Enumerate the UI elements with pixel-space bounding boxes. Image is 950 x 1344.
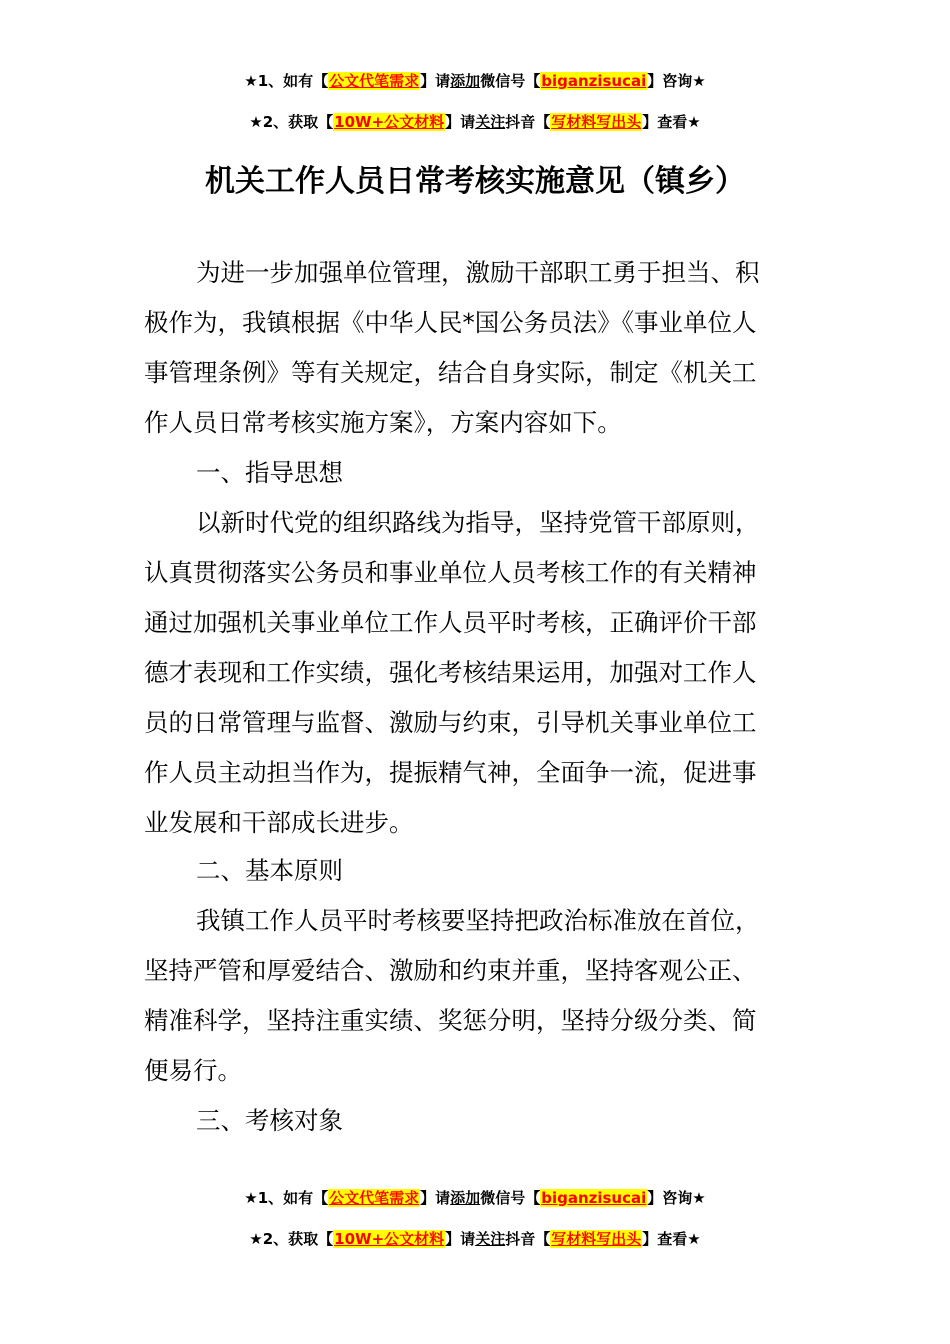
highlight-materials: 10W+公文材料 (334, 113, 445, 131)
star-icon: ★ (249, 113, 263, 131)
highlight-wechat-id: biganzisucai (541, 1189, 647, 1207)
highlight-douyin: 写材料写出头 (551, 113, 642, 131)
highlight-service: 公文代笔需求 (329, 1189, 420, 1207)
paragraph-line: 便易行。 (144, 1056, 242, 1085)
paragraph-line: 事管理条例》等有关规定，结合自身实际，制定《机关工 (144, 358, 757, 387)
document-title: 机关工作人员日常考核实施意见（镇乡） (205, 164, 745, 199)
paragraph-line: 业发展和干部成长进步。 (144, 808, 414, 837)
paragraph-line: 坚持严管和厚爱结合、激励和约束并重，坚持客观公正、 (144, 956, 757, 985)
paragraph-line: 认真贯彻落实公务员和事业单位人员考核工作的有关精神 (144, 558, 757, 587)
paragraph-line: 德才表现和工作实绩，强化考核结果运用，加强对工作人 (144, 658, 757, 687)
highlight-materials: 10W+公文材料 (334, 1230, 445, 1248)
star-icon: ★ (687, 1230, 701, 1248)
paragraph-line: 以新时代党的组织路线为指导，坚持党管干部原则， (196, 508, 760, 537)
highlight-douyin: 写材料写出头 (551, 1230, 642, 1248)
ad-line-2-bottom: ★2、获取【10W+公文材料】请关注抖音【写材料写出头】查看★ (249, 1230, 701, 1248)
paragraph-line: 我镇工作人员平时考核要坚持把政治标准放在首位， (196, 906, 760, 935)
star-icon: ★ (244, 1189, 258, 1207)
star-icon: ★ (692, 72, 706, 90)
star-icon: ★ (249, 1230, 263, 1248)
paragraph-line: 精准科学，坚持注重实绩、奖惩分明，坚持分级分类、简 (144, 1006, 757, 1035)
paragraph-line: 极作为，我镇根据《中华人民*国公务员法》《事业单位人 (144, 308, 757, 337)
paragraph-line: 作人员主动担当作为，提振精气神，全面争一流，促进事 (144, 758, 757, 787)
ad-line-1-bottom: ★1、如有【公文代笔需求】请添加微信号【biganzisucai】咨询★ (244, 1189, 706, 1207)
paragraph-line: 通过加强机关事业单位工作人员平时考核，正确评价干部 (144, 608, 757, 637)
ad-line-1-top: ★1、如有【公文代笔需求】请添加微信号【biganzisucai】咨询★ (244, 72, 706, 90)
section-heading: 三、考核对象 (196, 1106, 343, 1135)
section-heading: 二、基本原则 (196, 856, 343, 885)
section-heading: 一、指导思想 (196, 458, 343, 487)
highlight-wechat-id: biganzisucai (541, 72, 647, 90)
paragraph-line: 作人员日常考核实施方案》，方案内容如下。 (144, 408, 622, 437)
star-icon: ★ (687, 113, 701, 131)
star-icon: ★ (692, 1189, 706, 1207)
star-icon: ★ (244, 72, 258, 90)
paragraph-line: 员的日常管理与监督、激励与约束，引导机关事业单位工 (144, 708, 757, 737)
highlight-service: 公文代笔需求 (329, 72, 420, 90)
ad-line-2-top: ★2、获取【10W+公文材料】请关注抖音【写材料写出头】查看★ (249, 113, 701, 131)
paragraph-line: 为进一步加强单位管理，激励干部职工勇于担当、积 (196, 258, 760, 287)
